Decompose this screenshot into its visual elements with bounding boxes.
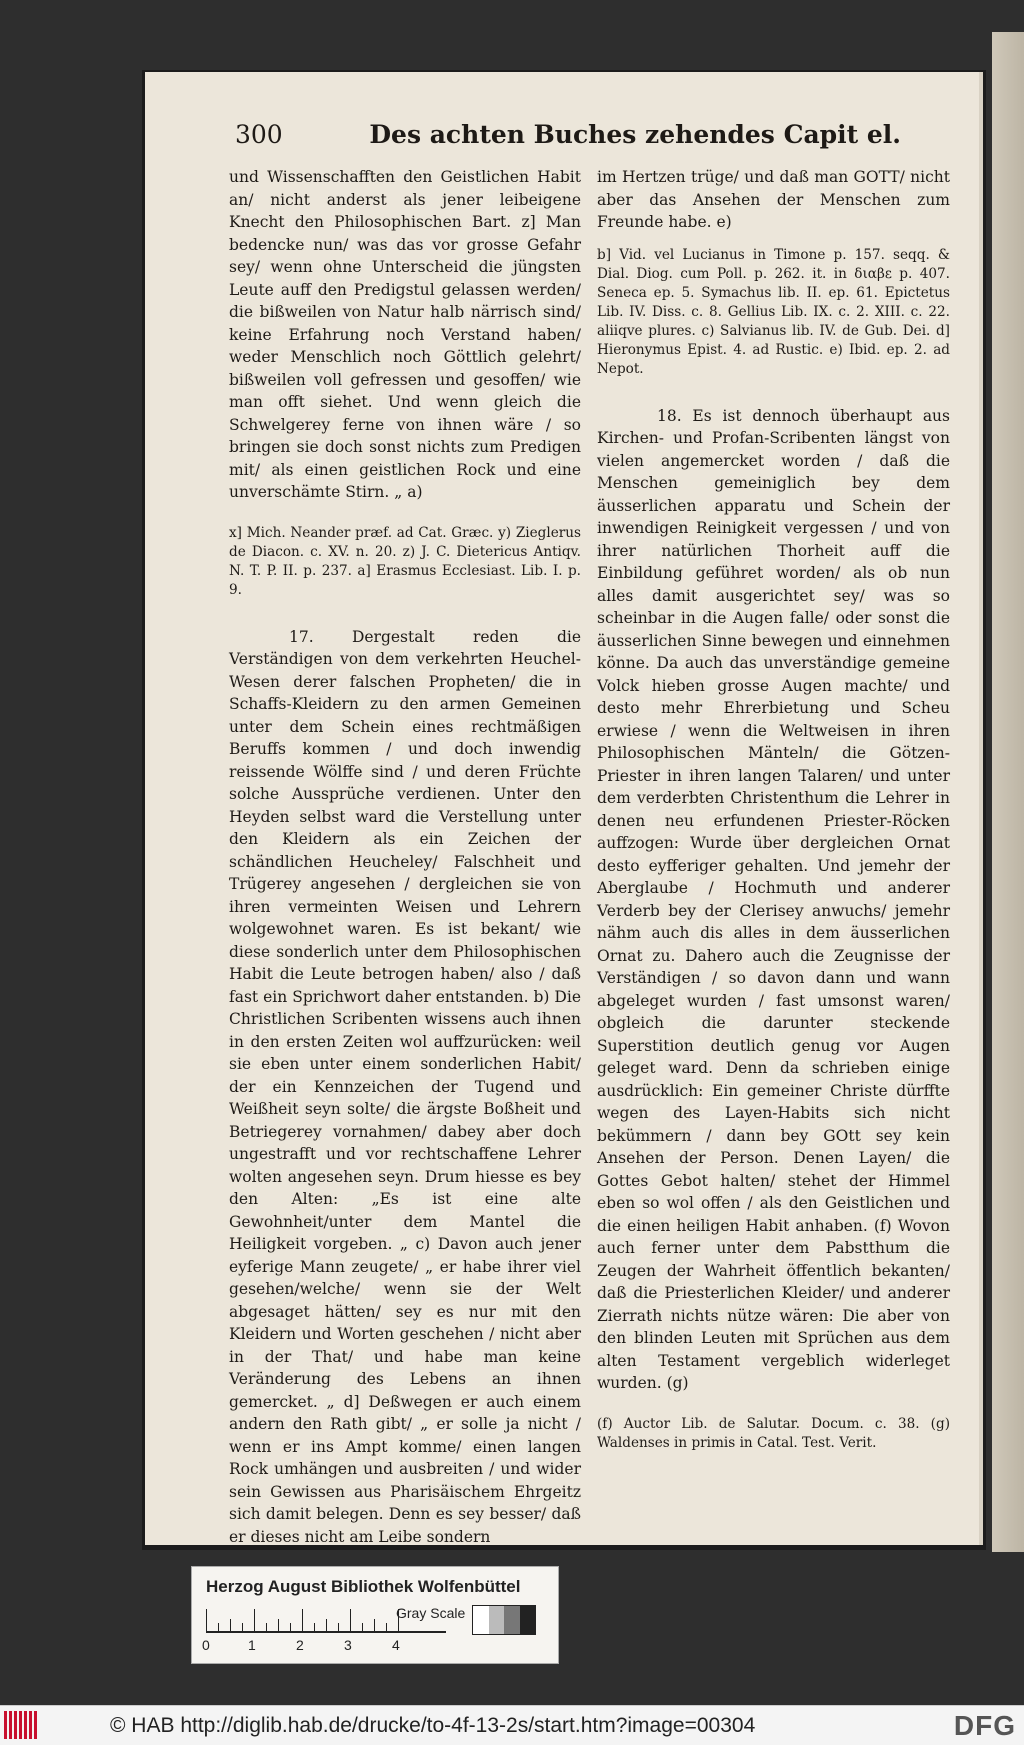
right-column	[597, 166, 950, 1453]
scanned-page	[145, 72, 983, 1545]
gray-scale-label: Gray Scale	[396, 1605, 466, 1621]
gray-scale-patch	[472, 1605, 536, 1635]
left-column	[229, 166, 581, 1548]
right-paragraph-1: im Hertzen trüge/ und daß man GOTT/ nicht aber das Ansehen der Menschen zum Freunde habe. e)	[597, 168, 950, 231]
library-name: Herzog August Bibliothek Wolfenbüttel	[206, 1577, 521, 1596]
footer-bar	[0, 1705, 1024, 1745]
footer-permalink[interactable]: © HAB http://diglib.hab.de/drucke/to-4f-13-2s/start.htm?image=00304	[110, 1714, 756, 1737]
left-paragraph-17: 17. Dergestalt reden die Verständigen von dem verkehrten Heuchel-Wesen derer falschen Propheten/ die in Schaffs-Kleidern zu den armen Gemeinen unter dem Schein eines rechtmäßigen Beruffs kommen / und doch inwendig reissende Wölffe sind / und deren Früchte solche Aussprüche verdienen. Unter den Heyden selbst ward die Verstellung unter den Kleidern als ein Zeichen der schändlichen Heucheley/ Falschheit und Trügerey angesehen / dergleichen sie von ihren vermeinten Weisen und Lehrern wolgewohnet waren. Es ist bekant/ wie diese sonderlich unter dem Philosophischen Habit die Leute betrogen haben/ also / daß fast ein Sprichwort daher entstanden. b) Die Christlichen Scribenten wissens auch ihnen in den ersten Zeiten wol auffzurücken: weil sie eben unter einem sonderlichen Habit/ der ein Kennzeichen der Tugend und Weißheit seyn solte/ die ärgste Boßheit und Betriegerey vornahmen/ dabey aber doch ungestrafft und vor rechtschaffene Lehrer wolten angesehen seyn. Drum hiesse es bey den Alten: „Es ist eine alte Gewohnheit/unter dem Mantel die Heiligkeit vorgeben. „ c) Davon auch jener eyferige Mann zeugete/ „ er habe ihrer viel gesehen/welche/ wenn sie der Welt abgesaget hätten/ sey es nur mit den Kleidern und Worten geschehen / nicht aber in der That/ und habe man keine Veränderung des Lebens an ihnen gemercket. „ d] Deßwegen er auch einem andern den Rath gibt/ „ er solle ja nicht / wenn er ins Ampt komme/ einen langen Rock umhängen und ausbreiten / und wider sein Gewissen aus Pharisäischem Ehrgeitz sich damit belegen. Denn es sey besser/ daß er dieses nicht am Leibe sondern	[229, 627, 581, 1546]
page-header	[235, 120, 901, 156]
right-footnotes-2: (f) Auctor Lib. de Salutar. Docum. c. 38. (g) Waldenses in primis in Catal. Test. Verit.	[597, 1415, 950, 1451]
left-footnotes: x] Mich. Neander præf. ad Cat. Græc. y) Zieglerus de Diacon. c. XV. n. 20. z) J. C. Dietericus Antiqv. N. T. P. II. p. 237. a] Erasmus Ecclesiast. Lib. I. p. 9.	[229, 524, 581, 598]
left-paragraph-1: und Wissenschafften den Geistlichen Habit an/ nicht anderst als jener leibeigene Knecht den Philosophischen Bart. z] Man bedencke nun/ was das vor grosse Gefahr sey/ wenn ohne Unterscheid die jüngsten Leute auff den Predigstul gelassen werden/ die bißweilen von Natur halb närrisch sind/ keine Erfahrung noch Verstand haben/ weder Menschlich noch Göttlich gelehrt/ bißweilen voll gefressen und gesoffen/ wie man offt siehet. Und wenn gleich die Schwelgerey ferne von ihnen wäre / so bringen sie doch sonst nichts zum Predigen mit/ als einen geistlichen Rock und eine unverschämte Stirn. „ a)	[229, 168, 581, 501]
color-target-card	[191, 1566, 559, 1664]
page-number: 300	[235, 120, 283, 149]
ruler-number: 0	[202, 1637, 210, 1653]
ruler-number: 4	[392, 1637, 400, 1653]
hab-logo-icon	[4, 1711, 44, 1739]
ruler-number: 1	[248, 1637, 256, 1653]
running-title: Des achten Buches zehendes Capit el.	[369, 120, 901, 149]
dfg-logo: DFG	[953, 1710, 1016, 1741]
ruler-number: 3	[344, 1637, 352, 1653]
page-edge	[979, 72, 983, 1545]
adjacent-page-edge	[992, 32, 1024, 1552]
ruler-number: 2	[296, 1637, 304, 1653]
right-paragraph-18: 18. Es ist dennoch überhaupt aus Kirchen- und Profan-Scribenten längst von vielen angemercket worden / daß die Menschen gemeiniglich bey dem äusserlichen apparatu und Schein der inwendigen Reinigkeit vergessen / und von ihrer natürlichen Thorheit auff die Einbildung geführet worden/ als ob nun alles damit ausgerichtet sey/ was so scheinbar in die Augen falle/ oder sonst die äusserlichen Sinne bewegen und einnehmen könne. Da auch das unverständige gemeine Volck hieben grosse Augen machte/ und desto mehr Ehrerbietung und Scheu erwiese / wenn die Weltweisen in ihren Philosophischen Mänteln/ die Götzen-Priester in ihren langen Talaren/ und unter dem verderbten Christenthum die Lehrer in denen neu erfundenen Priester-Röcken auffzogen: Wurde über dergleichen Ornat desto eyfferiger gehalten. Und jemehr der Aberglaube / Hochmuth und anderer Verderb bey der Clerisey anwuchs/ jemehr nähm auch dis alles in dem äusserlichen Ornat zu. Dahero auch die Zeugnisse der Verständigen / so davon dann und wann abgeleget wurden / fast umsonst waren/ obgleich die darunter steckende Superstition deutlich genug vor Augen geleget ward. Denn da schrieben einige ausdrücklich: Ein gemeiner Christe dürffte wegen des Layen-Habits sich nicht bekümmern / dann bey GOtt sey kein Ansehen der Person. Denen Layen/ die Gottes Gebot halten/ stehet der Himmel eben so wol offen / als den Geistlichen und die einen heiligen Habit anhaben. (f) Wovon auch ferner unter dem Pabstthum die Zeugen der Wahrheit öffentlich bekanten/ daß die Priesterlichen Kleider/ und anderer Zierrath nichts nütze wären: Die aber von den blinden Leuten mit Sprüchen aus dem alten Testament vergeblich widerleget wurden. (g)	[597, 406, 950, 1392]
right-footnotes-1: b] Vid. vel Lucianus in Timone p. 157. seqq. & Dial. Diog. cum Poll. p. 262. it. in διαβε p. 407. Seneca ep. 5. Symachus lib. II. ep. 61. Epictetus Lib. IV. Diss. c. 8. Gellius Lib. IX. c. 2. XIII. c. 22. aliiqve plures. c) Salvianus lib. IV. de Gub. Dei. d] Hieronymus Epist. 4. ad Rustic. e) Ibid. ep. 2. ad Nepot.	[597, 246, 950, 377]
